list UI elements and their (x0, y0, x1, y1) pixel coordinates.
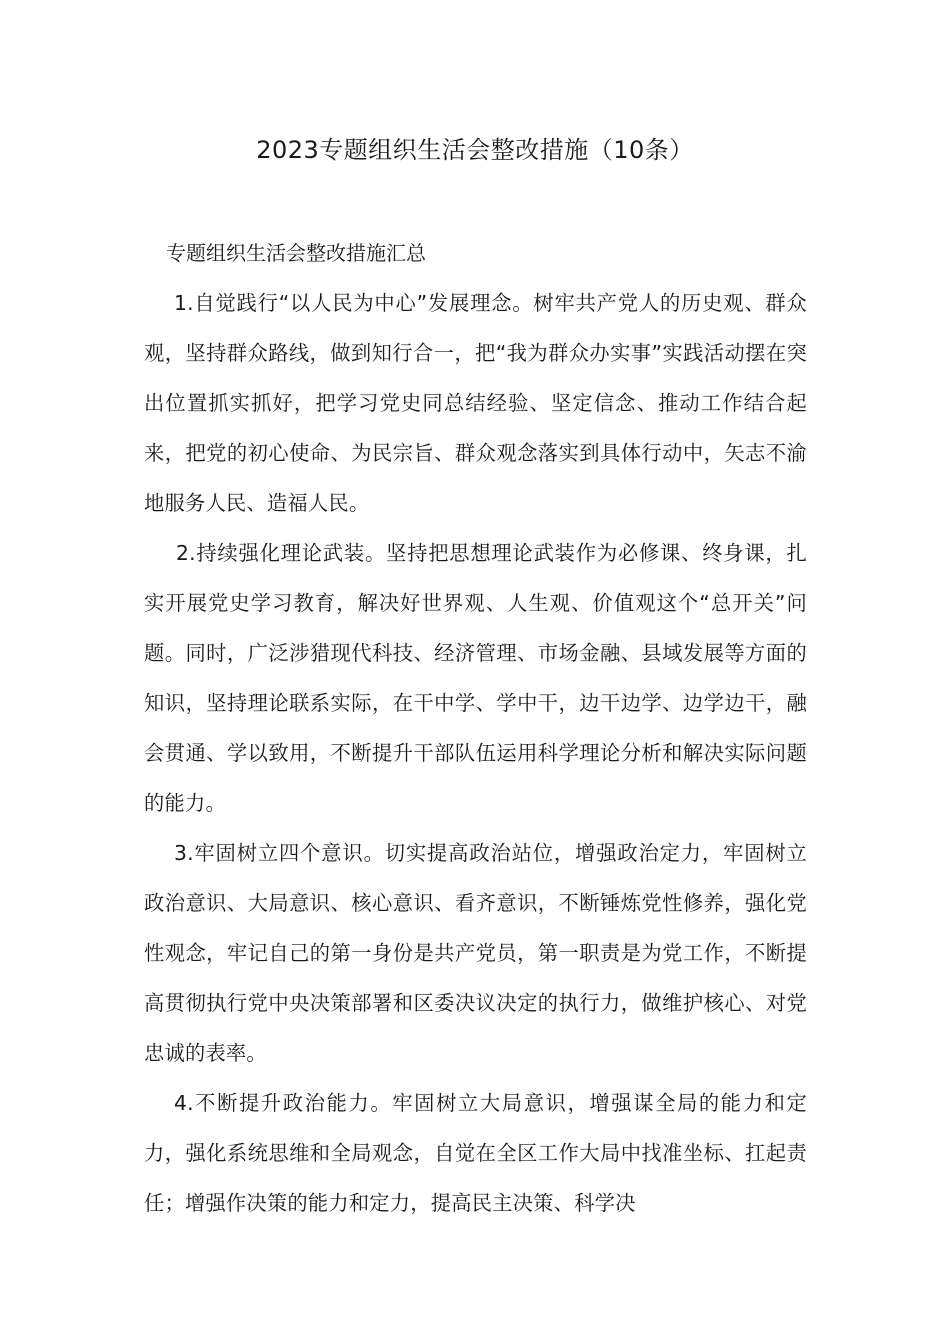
document-body (144, 228, 807, 1228)
measure-paragraph-3: 3.牢固树立四个意识。切实提高政治站位，增强政治定力，牢固树立政治意识、大局意识、核心意识、看齐意识，不断锤炼党性修养，强化党性观念，牢记自己的第一身份是共产党员，第一职责是为党工作，不断提高贯彻执行党中央决策部署和区委决议决定的执行力，做维护核心、对党忠诚的表率。 (144, 841, 807, 1065)
measure-paragraph-1: 1.自觉践行“以人民为中心”发展理念。树牢共产党人的历史观、群众观，坚持群众路线，做到知行合一，把“我为群众办实事”实践活动摆在突出位置抓实抓好，把学习党史同总结经验、坚定信念、推动工作结合起来，把党的初心使命、为民宗旨、群众观念落实到具体行动中，矢志不渝地服务人民、造福人民。 (144, 291, 807, 515)
document-title: 2023专题组织生活会整改措施（10条） (256, 136, 694, 164)
document-subtitle: 专题组织生活会整改措施汇总 (166, 241, 426, 265)
measure-paragraph-2: 2.持续强化理论武装。坚持把思想理论武装作为必修课、终身课，扎实开展党史学习教育，解决好世界观、人生观、价值观这个“总开关”问题。同时，广泛涉猎现代科技、经济管理、市场金融、县域发展等方面的知识，坚持理论联系实际，在干中学、学中干，边干边学、边学边干，融会贯通、学以致用，不断提升干部队伍运用科学理论分析和解决实际问题的能力。 (144, 541, 807, 815)
measure-paragraph-4: 4.不断提升政治能力。牢固树立大局意识，增强谋全局的能力和定力，强化系统思维和全局观念，自觉在全区工作大局中找准坐标、扛起责任；增强作决策的能力和定力，提高民主决策、科学决 (144, 1091, 807, 1215)
